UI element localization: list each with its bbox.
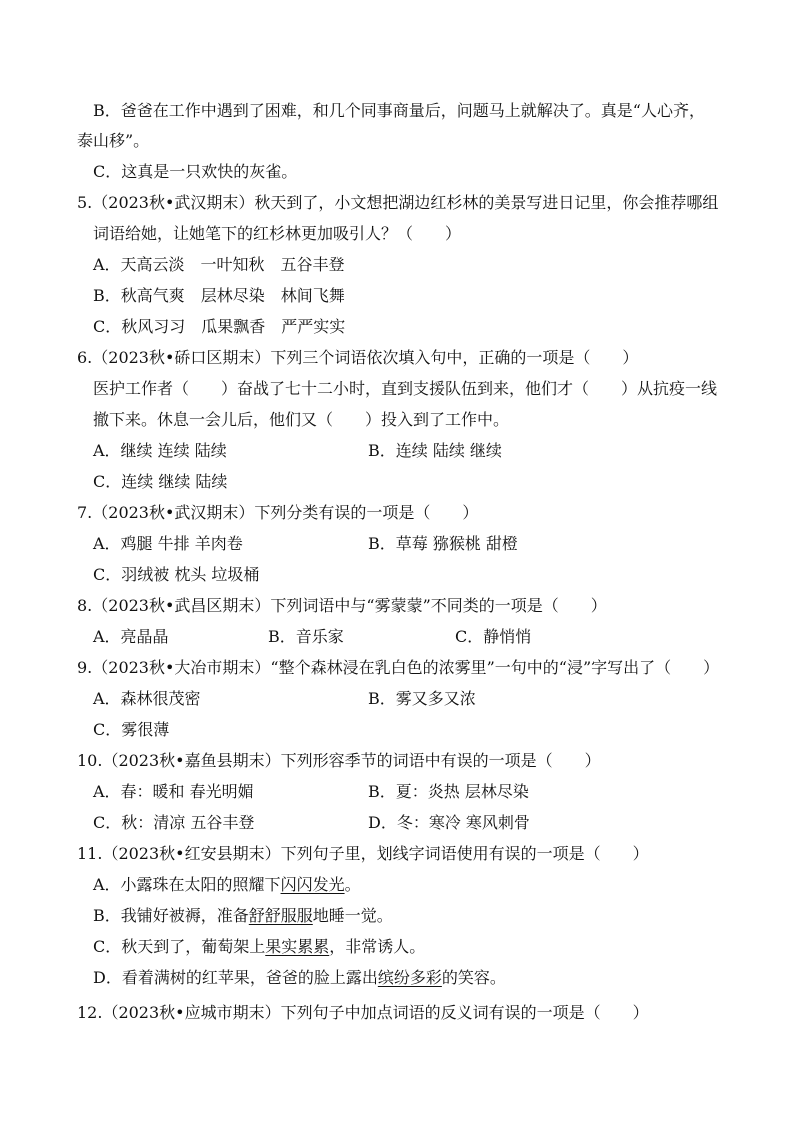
option-text: A．天高云淡 一叶知秋 五谷丰登	[93, 255, 345, 274]
underlined-phrase: 舒舒服服	[248, 906, 313, 925]
option-text: C．这真是一只欢快的灰雀。	[93, 162, 298, 181]
question-stem: 9.（2023秋•大冶市期末）“整个森林浸在乳白色的浓雾里”一句中的“浸”字写出了（ ）	[77, 658, 720, 677]
option-text-part: D．看着满树的红苹果，爸爸的脸上露出	[93, 968, 378, 987]
option-text: B．秋高气爽 层林尽染 林间飞舞	[93, 286, 345, 305]
option-text	[93, 936, 425, 958]
question-stem: 11.（2023秋•红安县期末）下列句子里，划线字词语使用有误的一项是（ ）	[77, 844, 649, 863]
question-stem: 7.（2023秋•武汉期末）下列分类有误的一项是（ ）	[77, 503, 479, 522]
option-text: B．连续 陆续 继续	[368, 441, 502, 460]
option-text: A．春：暖和 春光明媚	[93, 782, 254, 801]
option-text	[93, 905, 393, 927]
question-stem: 12.（2023秋•应城市期末）下列句子中加点词语的反义词有误的一项是（ ）	[77, 1003, 649, 1022]
option-text: B．音乐家	[268, 627, 344, 646]
option-text: C．雾很薄	[93, 720, 170, 739]
option-text: B．草莓 猕猴桃 甜橙	[368, 534, 518, 553]
question-stem: 5.（2023秋•武汉期末）秋天到了，小文想把湖边红杉林的美景写进日记里，你会推荐哪组	[77, 193, 719, 212]
option-text-part: A．小露珠在太阳的照耀下	[93, 875, 281, 894]
option-text-part: B．我铺好被褥，准备	[93, 906, 249, 925]
question-passage: 撤下来。休息一会儿后，他们又（ ）投入到了工作中。	[93, 410, 510, 429]
question-stem: 8.（2023秋•武昌区期末）下列词语中与“雾蒙蒙”不同类的一项是（ ）	[77, 596, 607, 615]
option-text: C．静悄悄	[455, 627, 532, 646]
option-text: C．连续 继续 陆续	[93, 472, 228, 491]
option-text: A．继续 连续 陆续	[93, 441, 227, 460]
option-text	[93, 874, 361, 896]
question-stem: 10.（2023秋•嘉鱼县期末）下列形容季节的词语中有误的一项是（ ）	[77, 751, 601, 770]
option-text: 泰山移”。	[77, 131, 150, 150]
option-text: C．秋：清凉 五谷丰登	[93, 813, 255, 832]
option-text	[93, 967, 506, 989]
option-text-part: ，非常诱人。	[329, 937, 426, 956]
option-text: A．森林很茂密	[93, 689, 201, 708]
question-passage: 医护工作者（ ）奋战了七十二小时，直到支援队伍到来，他们才（ ）从抗疫一线	[93, 379, 718, 398]
option-text: C．羽绒被 枕头 垃圾桶	[93, 565, 260, 584]
underlined-phrase: 闪闪发光	[280, 875, 345, 894]
option-text-part: C．秋天到了，葡萄架上	[93, 937, 266, 956]
option-text-part: 地睡一觉。	[312, 906, 393, 925]
option-text: C．秋风习习 瓜果飘香 严严实实	[93, 317, 346, 336]
option-text: A．鸡腿 牛排 羊肉卷	[93, 534, 243, 553]
option-text: B．雾又多又浓	[368, 689, 476, 708]
option-text-part: 的笑容。	[441, 968, 506, 987]
question-stem: 词语给她，让她笔下的红杉林更加吸引人？（ ）	[93, 224, 462, 243]
option-text-part: 。	[344, 875, 361, 894]
question-stem: 6.（2023秋•硚口区期末）下列三个词语依次填入句中，正确的一项是（ ）	[77, 348, 639, 367]
underlined-phrase: 果实累累	[265, 937, 330, 956]
option-text: D．冬：寒冷 寒风刺骨	[368, 813, 530, 832]
option-text: B．夏：炎热 层林尽染	[368, 782, 529, 801]
option-text: A．亮晶晶	[93, 627, 169, 646]
option-text: B．爸爸在工作中遇到了困难，和几个同事商量后，问题马上就解决了。真是“人心齐，	[93, 101, 705, 120]
underlined-phrase: 缤纷多彩	[377, 968, 442, 987]
